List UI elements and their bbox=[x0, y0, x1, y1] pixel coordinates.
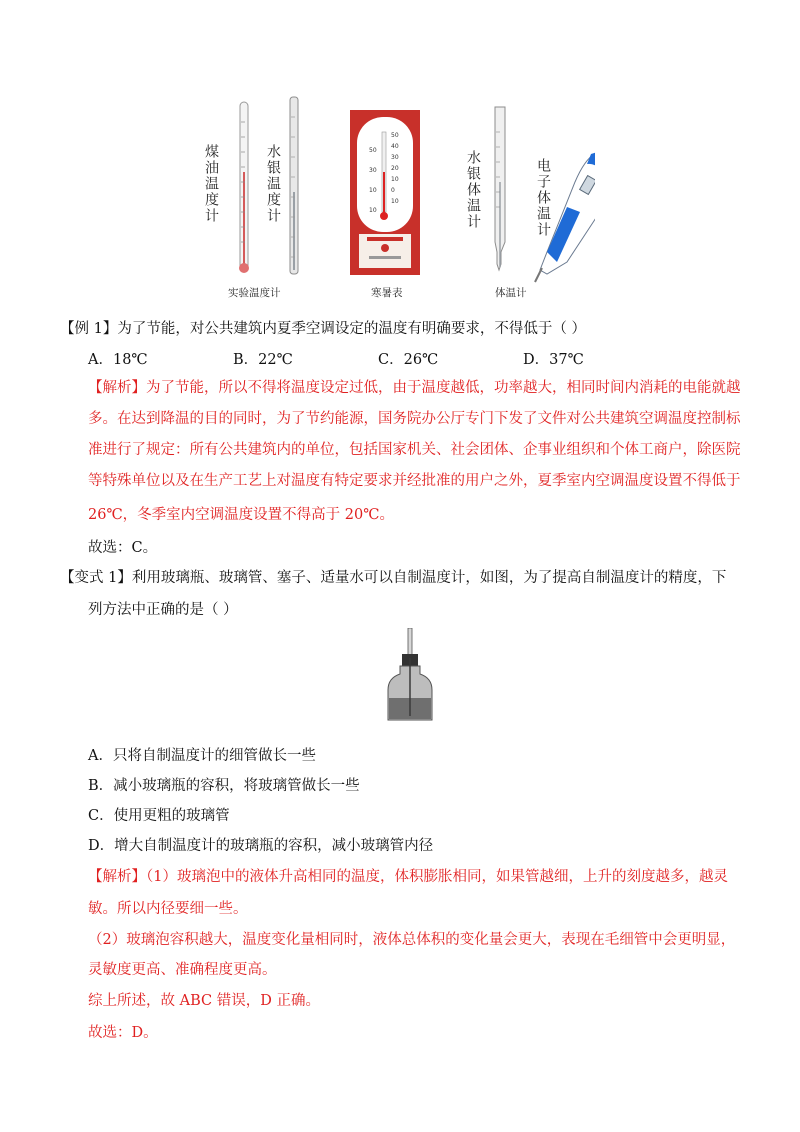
variant1-option-d: D．增大自制温度计的玻璃瓶的容积，减小玻璃管内径 bbox=[88, 838, 434, 854]
example1-option-a: A．18℃ bbox=[88, 352, 148, 368]
example1-option-b: B．22℃ bbox=[233, 352, 293, 368]
svg-text:10: 10 bbox=[369, 187, 377, 194]
variant1-analysis-line-1 bbox=[88, 867, 728, 887]
variant1-answer: 故选：D。 bbox=[88, 1025, 158, 1041]
mercury-thermometer-icon bbox=[290, 97, 298, 274]
example1-option-d: D．37℃ bbox=[523, 352, 584, 368]
caption-lab-thermometer: 实验温度计 bbox=[228, 287, 281, 299]
variant1-option-b: B．减小玻璃瓶的容积，将玻璃管做长一些 bbox=[88, 778, 360, 794]
example1-analysis-line-2: 多。在达到降温的目的同时，为了节约能源，国务院办公厅专门下发了文件对公共建筑空调温度控制标 bbox=[88, 411, 741, 427]
variant1-option-a: A．只将自制温度计的细管做长一些 bbox=[88, 748, 316, 764]
example1-analysis-tag: 【解析】 bbox=[88, 380, 146, 396]
variant1-question-line-2: 列方法中正确的是（ ） bbox=[88, 602, 238, 618]
svg-text:50: 50 bbox=[369, 147, 377, 154]
thermometers-figure bbox=[195, 92, 595, 302]
variant1-analysis-line-5: 综上所述，故 ABC 错误，D 正确。 bbox=[88, 993, 320, 1009]
example1-analysis-line-3: 准进行了规定：所有公共建筑内的单位，包括国家机关、社会团体、企事业组织和个体工商户，除医院 bbox=[88, 442, 741, 458]
kerosene-thermometer-icon bbox=[239, 102, 249, 273]
example1-analysis-line-1 bbox=[88, 378, 741, 398]
svg-text:20: 20 bbox=[391, 165, 399, 172]
svg-text:50: 50 bbox=[391, 132, 399, 139]
label-kerosene-thermometer: 煤油温度计 bbox=[203, 144, 219, 224]
example1-option-c: C．26℃ bbox=[378, 352, 439, 368]
svg-text:30: 30 bbox=[391, 154, 399, 161]
variant1-option-c: C．使用更粗的玻璃管 bbox=[88, 808, 230, 824]
svg-text:40: 40 bbox=[391, 143, 399, 150]
example1-question-text: 为了节能，对公共建筑内夏季空调设定的温度有明确要求，不得低于（ ） bbox=[117, 321, 586, 337]
variant1-analysis-line-3: （2）玻璃泡容积越大，温度变化量相同时，液体总体积的变化量会更大，表现在毛细管中会更明显， bbox=[88, 932, 736, 948]
example1-tag: 【例 1】 bbox=[60, 321, 118, 337]
example1-options bbox=[88, 350, 668, 370]
caption-clinical-thermometer: 体温计 bbox=[495, 287, 527, 299]
variant1-question-line-1 bbox=[60, 568, 726, 588]
variant1-analysis-line-4: 灵敏度更高、准确程度更高。 bbox=[88, 962, 277, 978]
example1-analysis-line-5: 26℃，冬季室内空调温度设置不得高于 20℃。 bbox=[88, 507, 394, 523]
variant1-analysis-tag: 【解析】 bbox=[88, 869, 146, 885]
label-mercury-clinical-thermometer: 水银体温计 bbox=[465, 150, 481, 230]
variant1-analysis-text-1: （1）玻璃泡中的液体升高相同的温度，体积膨胀相同，如果管越细，上升的刻度越多，越灵 bbox=[146, 869, 728, 885]
homemade-thermometer-icon bbox=[380, 628, 440, 724]
cold-heat-meter-icon bbox=[350, 110, 420, 275]
label-mercury-thermometer: 水银温度计 bbox=[265, 144, 281, 224]
label-electronic-thermometer: 电子体温计 bbox=[535, 158, 551, 238]
variant1-analysis-line-2: 敏。所以内径要细一些。 bbox=[88, 901, 248, 917]
svg-text:10: 10 bbox=[391, 198, 399, 205]
variant1-question-text-1: 利用玻璃瓶、玻璃管、塞子、适量水可以自制温度计，如图，为了提高自制温度计的精度，下 bbox=[131, 570, 727, 586]
variant1-tag: 【变式 1】 bbox=[60, 570, 132, 586]
svg-text:30: 30 bbox=[369, 167, 377, 174]
svg-text:10: 10 bbox=[369, 207, 377, 214]
svg-text:10: 10 bbox=[391, 176, 399, 183]
example1-question bbox=[60, 319, 586, 339]
example1-answer: 故选：C。 bbox=[88, 540, 158, 556]
example1-analysis-text-1: 为了节能，所以不得将温度设定过低，由于温度越低，功率越大，相同时间内消耗的电能就越 bbox=[146, 380, 741, 396]
clinical-thermometer-icon bbox=[495, 107, 505, 270]
svg-text:0: 0 bbox=[391, 187, 395, 194]
example1-analysis-line-4: 等特殊单位以及在生产工艺上对温度有特定要求并经批准的用户之外，夏季室内空调温度设置不得低于 bbox=[88, 473, 741, 489]
caption-cold-heat-meter: 寒暑表 bbox=[371, 287, 403, 299]
